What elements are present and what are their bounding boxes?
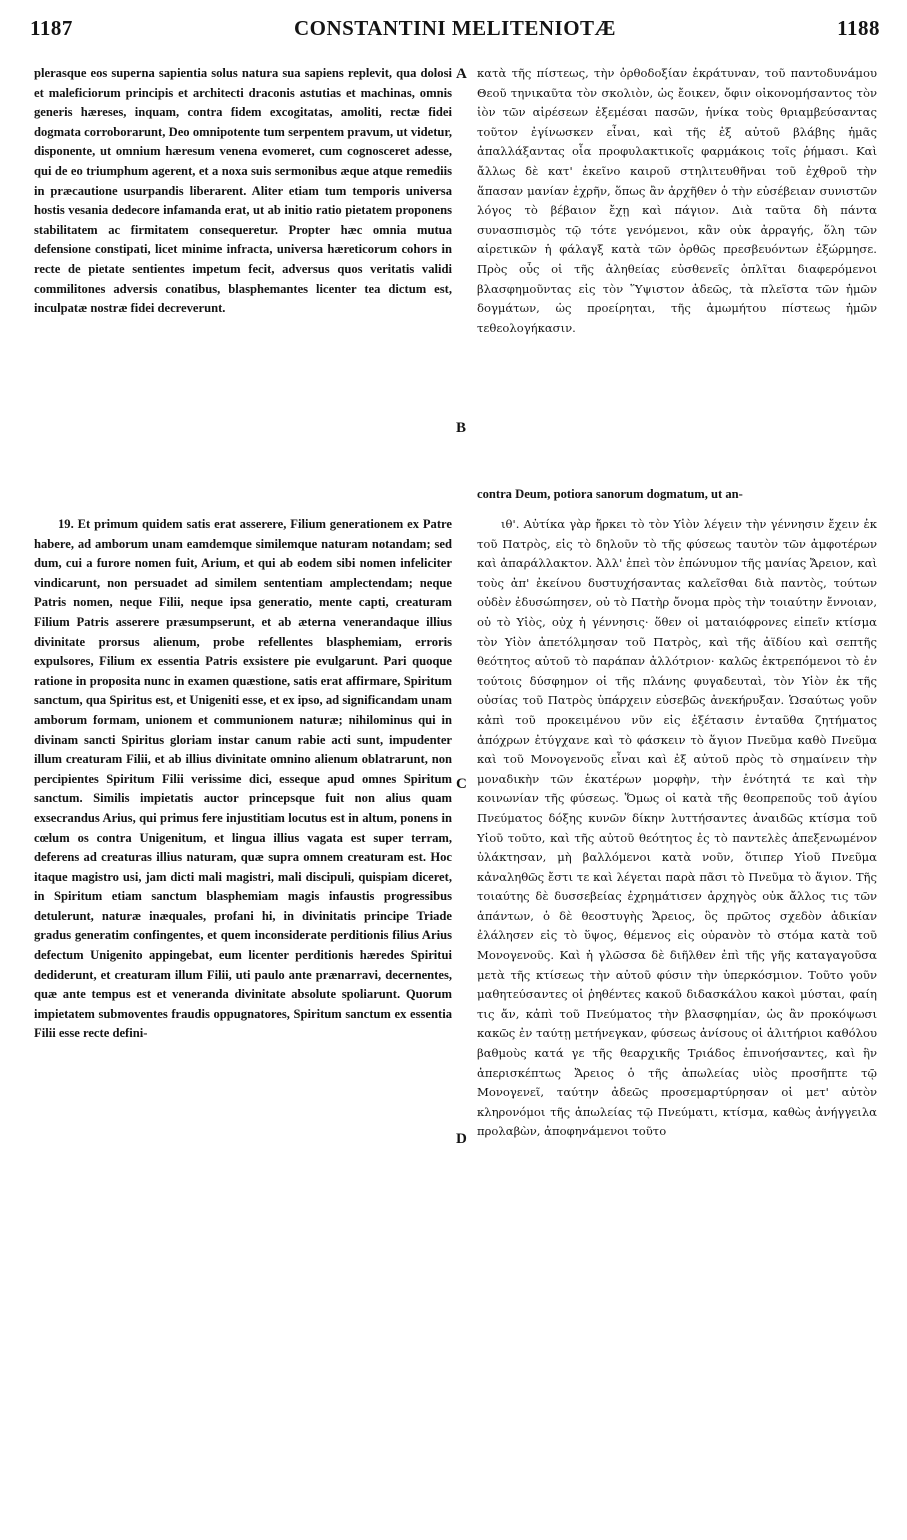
page-number-right: 1188 xyxy=(837,16,880,40)
latin-spanning-text: contra Deum, potiora sanorum dogmatum, ut an- xyxy=(477,487,743,501)
margin-marker-c: C xyxy=(456,776,467,792)
latin-paragraph-1: plerasque eos superna sapientia solus natura sua sapiens replevit, qua dolosi et maleficiorum principis et architecti draconis astutias et machinas, omnis generis hæreses, inquam, contra fidem excogitatas, amoliti, rectæ fidei dogmata corroborarunt, Deo omnipotente tum serpentem pravum, ut videtur, disponente, ut omnium hæresum venena evomeret, cum cognosceret adesse, qui de eo triumphum agerent, et a noxa suis sermonibus æque atque remediis in præcautione usurpandis liberarent. Aliter etiam tum temporis universa hostis vesania dedecore infamanda erat, ut ab initio ratio pietatem proponens stabilitatem ac firmitatem consequeretur. Propter hæc omnia mutua defensione constipati, licet minime infracta, universa hæreticorum cohors in recte de pietate sentientes impetum fecit, adversus quos veritatis validi commilitones adversis conatibus, blasphemantes licenter tea dictum est, inculpatæ nostræ fidei decreverunt. xyxy=(34,66,452,316)
running-title: CONSTANTINI MELITENIOTÆ xyxy=(293,16,617,40)
greek-column-top xyxy=(477,64,877,338)
greek-paragraph-19: ιθ'. Αὐτίκα γὰρ ἤρκει τὸ τὸν Υἱὸν λέγειν τὴν γέννησιν ἔχειν ἐκ τοῦ Πατρὸς, εἰς τὸ δηλοῦν τὸ τῆς φύσεως ταυτὸν τῶν ἀμφοτέρων καὶ ἀπαράλλακτον. Ἀλλ' ἐπεὶ τὸν ἐπώνυμον τῆς μανίας Ἄρειον, καὶ τοὺς ἀπ' ἐκείνου δυστυχήσαντας καλεῖσθαι διὰ παντὸς, τούτων οὐδὲν ἐδυσώπησεν, οὐ τὸ Πατὴρ ὄνομα πρὸς τὴν τοιαύτην ἔννοιαν, οὐ τὸ Υἱὸς, οὐχ ἡ γέννησις· ὅθεν οἱ ματαιόφρονες εἰπεῖν κτίσμα τὸν Υἱὸν ἀπετόλμησαν τοῦ Πατρὸς, καὶ τῆς ἀϊδίου καὶ σεπτῆς θεότητος αὐτοῦ τὸ παράπαν ἀλλότριον· καλῶς ἐκτρεπόμενοι τὸ ἐν τούτοις δύσφημον οἱ τῆς πλάνης φυγαδευταὶ, τὸν Υἱὸν ἐκ τῆς οὐσίας τοῦ Πατρὸς ὑπάρχειν εὐσεβῶς ἀνεκήρυξαν. Ὡσαύτως γοῦν κἀπὶ τοῦ προκειμένου νῦν εἰς ἐξέτασιν ἐνταῦθα ζητήματος ἀπόχρων ἐτύγχανε καὶ τὸ φάσκειν τὸ ἅγιον Πνεῦμα καθὸ Πνεῦμα καὶ τοῦ Μονογενοῦς εἶναι καὶ ἐξ αὐτοῦ πρὸς τὸ σημαίνειν τὴν μοναδικὴν τῶν ἑκατέρων μορφὴν, τὴν ἑνότητά τε καὶ τὴν κοινωνίαν τῆς φύσεως. Ὅμως οἱ κατὰ τῆς θεοπρεποῦς τοῦ ἁγίου Πνεύματος δόξης κυνῶν δίκην λυττήσαντες ἀναιδῶς κτίσμα τοῦ Υἱοῦ τοῦτο, καὶ τῆς αὐτοῦ θεότητος ἐς τὸ παντελὲς ἀπεξενωμένον ὑλάκτησαν, μὴ βαλλόμενοι κατὰ νοῦν, ὅτιπερ Υἱοῦ Πνεῦμα κἀναληθῶς ἔστι τε καὶ λέγεται παρὰ πᾶσι τὸ Πνεῦμα τὸ ἅγιον. Τῆς τοιαύτης δὲ δυσσεβείας ἐχρημάτισεν ἀρχηγὸς οὐκ ἄλλος τις τῶν ἁπάντων, ὁ δὲ θεοστυγὴς Ἄρειος, ὃς πρῶτος σχεδὸν ἀδικίαν ἐλάλησεν εἰς τὸ ὕψος, θέμενος εἰς οὐρανὸν τὸ στόμα κατὰ τοῦ Μονογενοῦς. Καὶ ἡ γλῶσσα δὲ διῆλθεν ἐπὶ τῆς γῆς καταγαγοῦσα μετὰ τῆς κτίσεως τὴν αὐτοῦ φύσιν τὴν ὑπερκόσμιον. Τοῦτο γοῦν μαθητεύσαντες οἱ ῥηθέντες κακοῦ διδασκάλου κακοὶ μύσται, φαίη τις ἄν, κἀπὶ τοῦ Πνεύματος τὴν βλασφημίαν, ὡς ἂν προκόψωσι κακῶς ἐν ταύτῃ μετήνεγκαν, φύσεως ἀνίσους οἱ ἀλιτήριοι καθόλου βαθμοὺς κατά γε τῆς θεαρχικῆς Τριάδος ἐπινοήσαντες, καὶ ἣν ἀπερισκέπτως Ἄρειος ὁ τῆς ἀπωλείας υἱὸς προσῆπτε τῷ Μονογενεῖ, ταύτην ἀδεῶς προσεμαρτύρησαν οἱ μετ' αὐτὸν κληρονόμοι τῆς ἀπωλείας τῷ Πνεύματι, κτίσμα, καθὼς ἀνήγγειλα προλαβὼν, ἀποφηνάμενοι τοῦτο xyxy=(477,517,877,1139)
latin-column-top xyxy=(34,64,452,319)
latin-spanning-line xyxy=(477,485,877,505)
margin-marker-b: B xyxy=(456,420,467,436)
latin-paragraph-19: 19. Et primum quidem satis erat asserere, Filium generationem ex Patre habere, ad amborum unam eamdemque similemque naturam notandam; sed dum, cui a furore nomen fuit, Arium, et qui ab eodem sibi nomen infeliciter vindicarunt, non persuadet ad similem sententiam amplectendam; neque Patris nomen, neque Filii, neque ipsa generatio, mente capti, creaturam Filium Patris asserere præsumpserunt, et ab æterna venerandaque illius divinitate prorsus alienum, probe refellentes blasphemiam, erroris expulsores, Filium ex essentia Patris exsistere pie evulgarunt. Pari quoque ratione in proposita nunc in examen quæstione, satis erat affirmare, Spiritum sanctum, qua Spiritus est, et Unigeniti esse, et ex ipso, ad significandam unam amborum formam, unionem et communionem naturæ; nihilominus qui in divinam sancti Spiritus gloriam instar canum rabie acti sunt, impudenter illum creaturam Filii, et ab illius divinitate omnino alienum oblatrarunt, non percipientes Spiritum Filii verissime dici, esseque apud omnes Spiritum sanctum. Similis impietatis auctor princepsque fuit non alius quam exsecrandus Arius, qui primus fere injustitiam locutus est in altum, ponens in cœlum os contra Unigenitum, et lingua illius vagata est super terram, deferens ad creaturas illius naturam, quæ supra omnem creaturam est. Hoc itaque magistro usi, jam dicti mali magistri, mali discipuli, quispiam diceret, in Spiritum etiam sanctum blasphemiam magis infaustis progressibus detulerunt, naturæ inæquales, profani hi, in divinitatis principe Triade gradus generatim confingentes, et quem inconsiderate perditionis filius Arius defectum Unigenito appingebat, eum licenter perditionis hæredes Spiritui dediderunt, et creaturam illum Filii, uti paulo ante prænarravi, decernentes, quæ ante tempus est et veneranda divinitate absolute spoliarunt. Quorum impietatem submoventes fraudis oppugnatores, Spiritum sanctum ex essentia Filii esse recte defini- xyxy=(34,517,452,1041)
page-number-left: 1187 xyxy=(30,16,73,40)
margin-marker-d: D xyxy=(456,1131,467,1147)
page-header xyxy=(30,16,880,50)
greek-paragraph-1: κατὰ τῆς πίστεως, τὴν ὀρθοδοξίαν ἐκράτυναν, τοῦ παντοδυνάμου Θεοῦ τηνικαῦτα τὸν σκολιὸν, ὡς ἔοικεν, ὄφιν οἰκονομήσαντος τὸν ἰὸν τῶν αἱρέσεων ἐξεμέσαι πασῶν, ἡνίκα τοὺς θριαμβεύσαντας τοῦτον ἐγίνωσκεν εἶναι, καὶ τῆς ἐξ αὐτοῦ βλάβης ἡμᾶς ἀπαλλάξαντας οἷα προφυλακτικοῖς φαρμάκοις τοῖς ῥήμασι. Καὶ ἄλλως δὲ κατ' ἐκεῖνο καιροῦ στηλιτευθῆναι τοῦ ἐχθροῦ τὴν ἅπασαν μανίαν ἐχρῆν, ὅπως ἂν ἀρχῆθεν ὁ τὴν εὐσέβειαν συνιστῶν λόγος τὸ βέβαιον ἔχῃ καὶ πάγιον. Διὰ ταῦτα δὴ πάντα συνασπισμὸς τῷ τότε γενόμενοι, κἂν οὐκ ἀρραγής, ὅλη τῶν αἱρετικῶν ἡ φάλαγξ κατὰ τῶν ὀρθῶς πρεσβευόντων ἐξώρμησε. Πρὸς οὖς οἱ τῆς ἀληθείας εὐσθενεῖς ὁπλῖται διαφερόμενοι βλασφημοῦντας εἰς τὸν Ὕψιστον ἀδεῶς, τὰ πλεῖστα τῶν ἡμῶν δογμάτων, ὡς προείρηται, τῆς ἀμωμήτου πίστεως ἡμῶν τεθεολογήκασιν. xyxy=(477,66,877,335)
greek-column-bottom xyxy=(477,515,877,1142)
latin-column-bottom xyxy=(34,515,452,1044)
margin-marker-a: A xyxy=(456,66,467,82)
